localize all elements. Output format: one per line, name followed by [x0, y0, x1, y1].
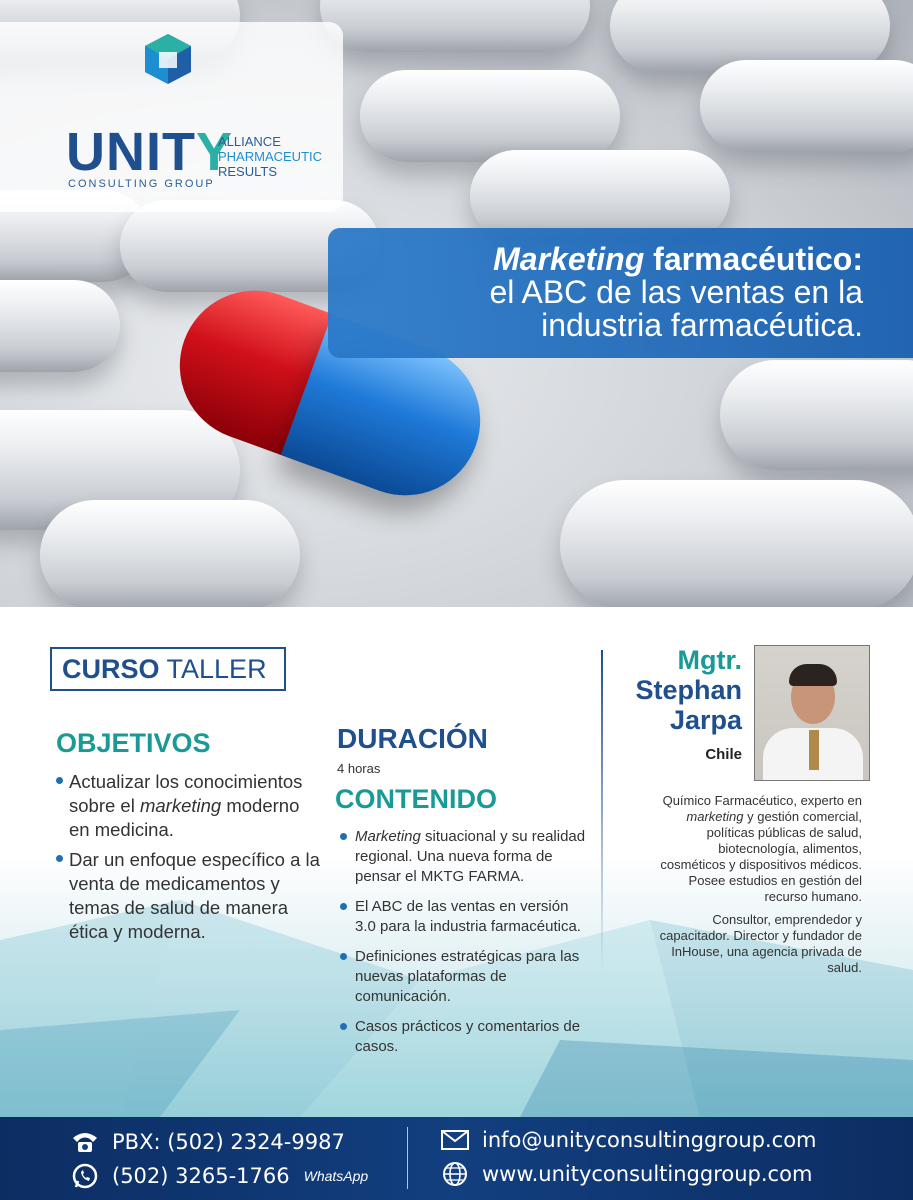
phone-icon — [70, 1129, 100, 1155]
phone-number[interactable]: PBX: (502) 2324-9987 — [112, 1130, 345, 1154]
brand-tagline: ALLIANCE PHARMACEUTIC RESULTS — [218, 134, 323, 179]
speaker-photo — [754, 645, 870, 781]
globe-icon — [440, 1161, 470, 1187]
brand-subtitle: CONSULTING GROUP — [68, 178, 215, 190]
phone-contact — [70, 1129, 345, 1155]
objectives-list — [55, 770, 325, 950]
unity-logo-icon — [145, 34, 191, 84]
list-item: Dar un enfoque específico a la venta de medicamentos y temas de salud de manera ética y moderna. — [55, 848, 325, 944]
duration-heading: DURACIÓN — [337, 723, 488, 754]
divider — [407, 1127, 408, 1189]
speaker-bio: Químico Farmacéutico, experto en marketing y gestión comercial, políticas públicas de salud, biotecnología, alimentos, cosméticos y dispositivos médicos. Posee estudios en gestión del recurso humano. Consultor, emprendedor y capacitador. Director y fundador de InHouse, una agencia privada de salud. — [659, 793, 862, 975]
list-item: Actualizar los conocimientos sobre el marketing moderno en medicina. — [55, 770, 325, 842]
duration-value: 4 horas — [337, 761, 381, 776]
whatsapp-contact — [70, 1163, 368, 1189]
whatsapp-label: WhatsApp — [303, 1168, 369, 1184]
list-item: Casos prácticos y comentarios de casos. — [340, 1017, 590, 1057]
contact-footer — [0, 1117, 913, 1200]
objectives-heading: OBJETIVOS — [56, 728, 211, 758]
content-list — [340, 827, 590, 1067]
website-link[interactable]: www.unityconsultinggroup.com — [482, 1162, 813, 1186]
website-contact — [440, 1161, 812, 1187]
brand-wordmark: UNITY — [66, 122, 234, 182]
list-item: Definiciones estratégicas para las nuevas plataformas de comunicación. — [340, 947, 590, 1007]
whatsapp-icon — [70, 1163, 100, 1189]
speaker-name: Mgtr. Stephan Jarpa — [635, 645, 742, 735]
list-item: Marketing situacional y su realidad regional. Una nueva forma de pensar el MKTG FARMA. — [340, 827, 590, 887]
brand-logo — [0, 22, 343, 212]
speaker-country: Chile — [705, 746, 742, 763]
course-type-badge: CURSO TALLER — [50, 647, 286, 691]
pill-image — [560, 480, 913, 607]
pill-image — [720, 360, 913, 470]
email-icon — [440, 1127, 470, 1153]
email-contact — [440, 1127, 817, 1153]
pill-image — [40, 500, 300, 607]
pill-image — [0, 280, 120, 372]
content-heading: CONTENIDO — [335, 784, 497, 814]
pill-image — [320, 0, 590, 52]
pill-image — [700, 60, 913, 152]
course-title: Marketing farmacéutico: el ABC de las ventas en la industria farmacéutica. — [328, 228, 913, 358]
email-link[interactable]: info@unityconsultinggroup.com — [482, 1128, 817, 1152]
list-item: El ABC de las ventas en versión 3.0 para la industria farmacéutica. — [340, 897, 590, 937]
whatsapp-number[interactable]: (502) 3265-1766 — [112, 1164, 290, 1188]
pill-image — [360, 70, 620, 162]
